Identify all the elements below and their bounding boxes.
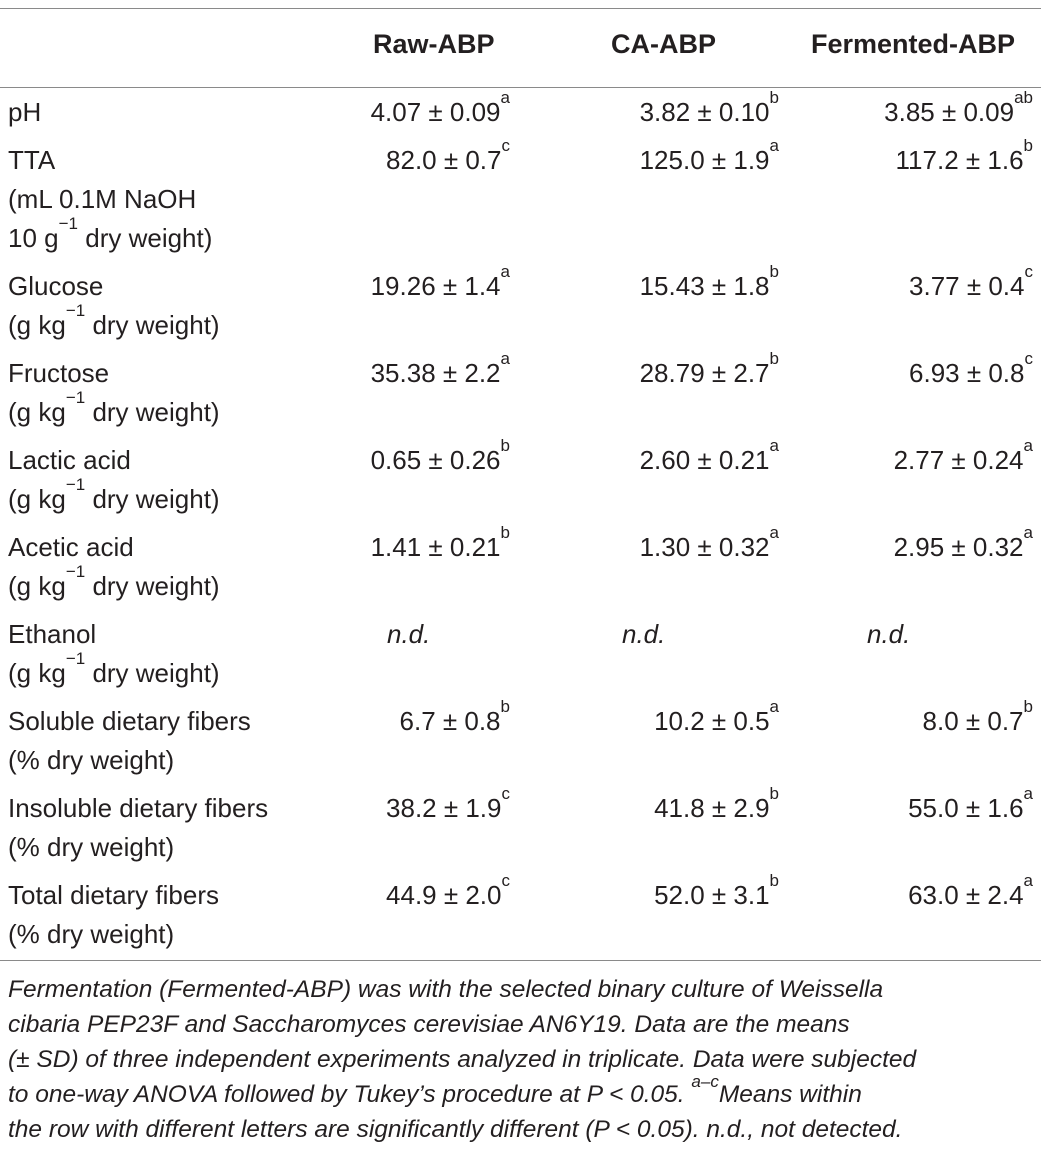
cell-value: 3.82 ± 0.10 [639, 97, 770, 127]
row-parameter [8, 702, 348, 780]
cell-raw [370, 436, 510, 480]
significance-letter: c [1024, 262, 1033, 281]
table-header-row [0, 22, 1041, 66]
cell-value: 117.2 ± 1.6 [895, 145, 1024, 175]
parameter-unit-text: (g kg [8, 658, 66, 688]
significance-letter: b [769, 262, 779, 281]
cell-ca [654, 697, 779, 741]
table-bottom-rule [0, 960, 1041, 961]
table-row [0, 262, 1041, 353]
cell-value: 3.85 ± 0.09 [884, 97, 1015, 127]
significance-letter: c [501, 871, 510, 890]
significance-letter: a [500, 349, 510, 368]
parameter-unit-suffix: dry weight) [92, 658, 220, 688]
row-parameter [8, 141, 348, 258]
table-body [0, 88, 1041, 962]
cell-value: n.d. [622, 619, 666, 649]
cell-value: n.d. [867, 619, 911, 649]
significance-letter: a [769, 697, 779, 716]
unit-exponent: −1 [65, 562, 86, 581]
parameter-line: Glucose [8, 271, 104, 301]
parameter-line: (% dry weight) [8, 832, 175, 862]
significance-letter: a [769, 136, 779, 155]
significance-letter: b [500, 523, 510, 542]
cell-ca [639, 349, 779, 393]
cell-raw [370, 262, 510, 306]
cell-value: 3.77 ± 0.4 [909, 271, 1025, 301]
significance-letter: a [1023, 784, 1033, 803]
cell-value: 82.0 ± 0.7 [386, 145, 502, 175]
table-row [0, 614, 1041, 701]
column-header-raw-abp: Raw-ABP [373, 29, 495, 59]
cell-ca [639, 436, 779, 480]
cell-value: 38.2 ± 1.9 [386, 793, 502, 823]
significance-letter: b [500, 697, 510, 716]
cell-fermented [884, 88, 1033, 132]
row-parameter [8, 615, 348, 693]
cell-value: 52.0 ± 3.1 [654, 880, 770, 910]
parameter-unit-text: (g kg [8, 397, 66, 427]
significance-letter: c [501, 784, 510, 803]
unit-exponent: −1 [58, 214, 78, 233]
parameter-line [8, 214, 348, 258]
table-row [0, 523, 1041, 614]
cell-value: 35.38 ± 2.2 [370, 358, 501, 388]
cell-value: 2.77 ± 0.24 [893, 445, 1024, 475]
footnote-line: (± SD) of three independent experiments analyzed in triplicate. Data were subjected [8, 1046, 917, 1073]
cell-value: 41.8 ± 2.9 [654, 793, 770, 823]
parameter-unit-text: (g kg [8, 484, 66, 514]
cell-value: 15.43 ± 1.8 [639, 271, 770, 301]
cell-value: 6.93 ± 0.8 [909, 358, 1025, 388]
cell-raw [370, 349, 510, 393]
cell-value: 28.79 ± 2.7 [639, 358, 770, 388]
cell-fermented [893, 436, 1033, 480]
cell-fermented [893, 523, 1033, 567]
unit-exponent: −1 [65, 388, 86, 407]
significance-letter: b [769, 88, 779, 107]
parameter-line: TTA [8, 145, 56, 175]
row-parameter [8, 354, 348, 432]
unit-exponent: −1 [65, 649, 86, 668]
table-row [0, 871, 1041, 962]
cell-fermented [909, 349, 1033, 393]
cell-fermented [908, 871, 1033, 915]
cell-raw [370, 88, 510, 132]
table-row [0, 697, 1041, 788]
significance-letter: a [1023, 436, 1033, 455]
table-top-rule [0, 8, 1041, 9]
cell-ca [654, 871, 779, 915]
row-parameter [8, 789, 348, 867]
row-parameter [8, 93, 348, 132]
cell-raw [399, 697, 510, 741]
cell-value: 2.95 ± 0.32 [893, 532, 1024, 562]
cell-ca [639, 136, 779, 180]
parameter-line [8, 301, 348, 345]
parameter-unit-suffix: dry weight) [92, 571, 220, 601]
table-row [0, 349, 1041, 440]
table-footnote [8, 972, 1036, 1147]
parameter-line: Lactic acid [8, 445, 131, 475]
parameter-line: Ethanol [8, 619, 97, 649]
cell-fermented [895, 136, 1033, 180]
footnote-text: to one-way ANOVA followed by Tukey’s procedure at P < 0.05. [8, 1081, 692, 1108]
cell-value: 6.7 ± 0.8 [399, 706, 501, 736]
row-parameter [8, 267, 348, 345]
cell-ca [639, 262, 779, 306]
cell-value: 10.2 ± 0.5 [654, 706, 770, 736]
row-parameter [8, 528, 348, 606]
cell-ca [639, 88, 779, 132]
unit-exponent: −1 [65, 475, 86, 494]
parameter-unit-suffix: dry weight) [85, 223, 213, 253]
parameter-line [8, 649, 348, 693]
cell-ca [639, 523, 779, 567]
cell-value: 44.9 ± 2.0 [386, 880, 502, 910]
cell-raw [386, 136, 510, 180]
cell-value: 125.0 ± 1.9 [639, 145, 770, 175]
parameter-unit-text: (g kg [8, 571, 66, 601]
cell-raw [386, 871, 510, 915]
significance-letter: b [1023, 136, 1033, 155]
cell-value: 8.0 ± 0.7 [922, 706, 1024, 736]
cell-value: 4.07 ± 0.09 [370, 97, 501, 127]
parameter-unit-suffix: dry weight) [92, 310, 220, 340]
significance-letter: b [1023, 697, 1033, 716]
row-parameter [8, 441, 348, 519]
significance-letter: b [769, 784, 779, 803]
parameter-unit-suffix: dry weight) [92, 397, 220, 427]
cell-value: 0.65 ± 0.26 [370, 445, 501, 475]
row-parameter [8, 876, 348, 954]
parameter-line: pH [8, 97, 42, 127]
footnote-text: Means within [718, 1081, 862, 1108]
footnote-line: Fermentation (Fermented-ABP) was with the selected binary culture of Weissella [8, 976, 884, 1003]
cell-fermented [909, 262, 1033, 306]
parameter-line: (mL 0.1M NaOH [8, 184, 197, 214]
parameter-line [8, 562, 348, 606]
footnote-line [8, 1072, 1036, 1112]
table-row [0, 784, 1041, 875]
significance-letter: a [769, 436, 779, 455]
cell-fermented [922, 697, 1033, 741]
cell-value: 63.0 ± 2.4 [908, 880, 1024, 910]
significance-letter: b [769, 349, 779, 368]
parameter-unit-text: (g kg [8, 310, 66, 340]
parameter-unit-text: 10 g [8, 223, 59, 253]
parameter-line [8, 388, 348, 432]
cell-raw [386, 784, 510, 828]
table-row [0, 88, 1041, 140]
column-header-fermented-abp: Fermented-ABP [811, 29, 1016, 59]
parameter-line: Soluble dietary fibers [8, 706, 251, 736]
cell-value: 1.41 ± 0.21 [370, 532, 501, 562]
cell-value: 19.26 ± 1.4 [370, 271, 501, 301]
parameter-line [8, 475, 348, 519]
significance-letter: a [500, 262, 510, 281]
parameter-line: (% dry weight) [8, 919, 175, 949]
unit-exponent: −1 [65, 301, 86, 320]
cell-fermented [867, 615, 910, 654]
significance-letter: ab [1014, 88, 1033, 107]
footnote-superscript: a–c [691, 1072, 719, 1091]
parameter-unit-suffix: dry weight) [92, 484, 220, 514]
parameter-line: (% dry weight) [8, 745, 175, 775]
parameter-line: Fructose [8, 358, 110, 388]
footnote-line: the row with different letters are significantly different (P < 0.05). n.d., not detected. [8, 1116, 903, 1143]
cell-raw [370, 523, 510, 567]
cell-raw [387, 615, 430, 654]
significance-letter: a [769, 523, 779, 542]
cell-ca [654, 784, 779, 828]
significance-letter: c [1024, 349, 1033, 368]
cell-value: 1.30 ± 0.32 [639, 532, 770, 562]
significance-letter: a [1023, 871, 1033, 890]
significance-letter: a [1023, 523, 1033, 542]
cell-value: n.d. [387, 619, 431, 649]
table-row [0, 136, 1041, 266]
significance-letter: b [769, 871, 779, 890]
cell-value: 2.60 ± 0.21 [639, 445, 770, 475]
significance-letter: b [500, 436, 510, 455]
significance-letter: c [501, 136, 510, 155]
cell-ca [622, 615, 665, 654]
column-header-ca-abp: CA-ABP [611, 29, 716, 59]
footnote-line: cibaria PEP23F and Saccharomyces cerevisiae AN6Y19. Data are the means [8, 1011, 850, 1038]
cell-value: 55.0 ± 1.6 [908, 793, 1024, 823]
table-header-rule [0, 87, 1041, 88]
table-row [0, 436, 1041, 527]
parameter-line: Total dietary fibers [8, 880, 219, 910]
parameter-line: Acetic acid [8, 532, 134, 562]
parameter-line: Insoluble dietary fibers [8, 793, 269, 823]
cell-fermented [908, 784, 1033, 828]
significance-letter: a [500, 88, 510, 107]
